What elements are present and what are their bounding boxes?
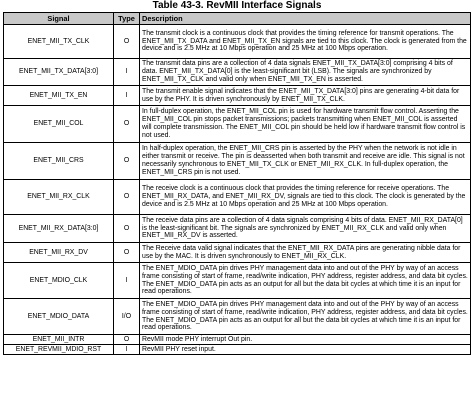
- table-row: [4, 59, 471, 86]
- signal-type: I/O: [114, 299, 140, 335]
- signal-type: I: [114, 86, 140, 106]
- signal-description: The transmit clock is a continuous clock that provides the timing reference for transmit operations. The ENET_MII_TX_DATA and ENET_MII_TX_EN signals are tied to this clock. The clock is generated from the device and is 2.5 MHz at 10 Mbps operation and 25 MHz at 100 Mbps operation.: [140, 25, 471, 59]
- signal-description: The transmit enable signal indicates that the ENET_MII_TX_DATA[3:0] pins are generating 4-bit data for use by the PHY. It is driven synchronously by ENET_MII_TX_CLK.: [140, 86, 471, 106]
- signal-type: O: [114, 143, 140, 180]
- signal-name: ENET_MII_RX_DATA[3:0]: [4, 215, 114, 243]
- table-row: [4, 143, 471, 180]
- signal-name: ENET_MII_TX_DATA[3:0]: [4, 59, 114, 86]
- table-row: [4, 243, 471, 263]
- table-row: [4, 215, 471, 243]
- signal-description: The Receive data valid signal indicates that the ENET_MII_RX_DATA pins are generating nibble data for use by the MAC. It is driven synchronously to ENET_MII_RX_CLK.: [140, 243, 471, 263]
- signal-description: The ENET_MDIO_DATA pin drives PHY management data into and out of the PHY by way of an access frame consisting of start of frame, read/write indication, PHY address, register address, and data bit cycles. The ENET_MDIO_DATA pin acts as an output for all but the data bit cycles at which time it is an input for read operations.: [140, 263, 471, 299]
- table-row: [4, 263, 471, 299]
- table-row: [4, 25, 471, 59]
- signal-description: RevMII PHY reset input.: [140, 345, 471, 355]
- signals-table: [3, 12, 471, 355]
- signal-type: O: [114, 243, 140, 263]
- signal-name: ENET_MII_TX_EN: [4, 86, 114, 106]
- signal-description: RevMII mode PHY interrupt Out pin.: [140, 335, 471, 345]
- table-row: [4, 299, 471, 335]
- table-header-row: [4, 13, 471, 25]
- signal-type: O: [114, 180, 140, 215]
- signal-name: ENET_MDIO_DATA: [4, 299, 114, 335]
- signal-name: ENET_MII_CRS: [4, 143, 114, 180]
- signal-name: ENET_MDIO_CLK: [4, 263, 114, 299]
- header-type: Type: [114, 13, 140, 25]
- signal-type: O: [114, 25, 140, 59]
- signal-description: The receive clock is a continuous clock that provides the timing reference for receive operations. The ENET_MII_RX_DATA, and ENET_MII_RX_DV, signals are tied to this clock. The clock is generated by the device and is 2.5 MHz at 10 Mbps operation and 25 MHz at 100 Mbps operation.: [140, 180, 471, 215]
- signal-type: I: [114, 345, 140, 355]
- signal-description: The transmit data pins are a collection of 4 data signals ENET_MII_TX_DATA[3:0] comprising 4 bits of data. ENET_MII_TX_DATA[0] is the least-significant bit (LSB). The signals are synchronized by ENET_MII_TX_CLK and valid only when ENET_MII_TX_EN is asserted.: [140, 59, 471, 86]
- table-title: Table 43-3. RevMII Interface Signals: [152, 0, 322, 11]
- signal-type: O: [114, 335, 140, 345]
- signal-type: O: [114, 215, 140, 243]
- table-row: [4, 345, 471, 355]
- signal-type: O: [114, 106, 140, 143]
- table-row: [4, 335, 471, 345]
- signal-name: ENET_REVMII_MDIO_RST: [4, 345, 114, 355]
- signal-name: ENET_MII_COL: [4, 106, 114, 143]
- signal-description: The receive data pins are a collection of 4 data signals comprising 4 bits of data. ENET_MII_RX_DATA[0] is the least-significant bit. The signals are synchronized by ENET_MII_RX_CLK and valid only when ENET_MII_RX_DV is asserted.: [140, 215, 471, 243]
- signal-type: I: [114, 59, 140, 86]
- signal-name: ENET_MII_INTR: [4, 335, 114, 345]
- signal-name: ENET_MII_TX_CLK: [4, 25, 114, 59]
- signal-description: The ENET_MDIO_DATA pin drives PHY management data into and out of the PHY by way of an access frame consisting of start of frame, read/write indication, PHY address, register address, and data bit cycles. The ENET_MDIO_DATA pin acts as an output for all but the data bit cycles at which time it is an input for read operations.: [140, 299, 471, 335]
- signal-name: ENET_MII_RX_CLK: [4, 180, 114, 215]
- table-row: [4, 106, 471, 143]
- header-signal: Signal: [4, 13, 114, 25]
- table-row: [4, 180, 471, 215]
- signal-type: I: [114, 263, 140, 299]
- signal-description: In half-duplex operation, the ENET_MII_CRS pin is asserted by the PHY when the network is not idle in either transmit or receive. The pin is deasserted when both transmit and receive are idle. This signal is not necessarily synchronous to ENET_MII_TX_CLK or ENET_MII_RX_CLK. In full-duplex operation, the ENET_MII_CRS pin is not used.: [140, 143, 471, 180]
- signal-name: ENET_MII_RX_DV: [4, 243, 114, 263]
- header-description: Description: [140, 13, 471, 25]
- table-row: [4, 86, 471, 106]
- signal-description: In full-duplex operation, the ENET_MII_COL pin is used for hardware transmit flow control. Asserting the ENET_MII_COL pin stops packet transmissions; packets transmitting when ENET_MII_COL is asserted will complete transmission. The ENET_MII_COL pin should be held low if hardware transmit flow control is not used.: [140, 106, 471, 143]
